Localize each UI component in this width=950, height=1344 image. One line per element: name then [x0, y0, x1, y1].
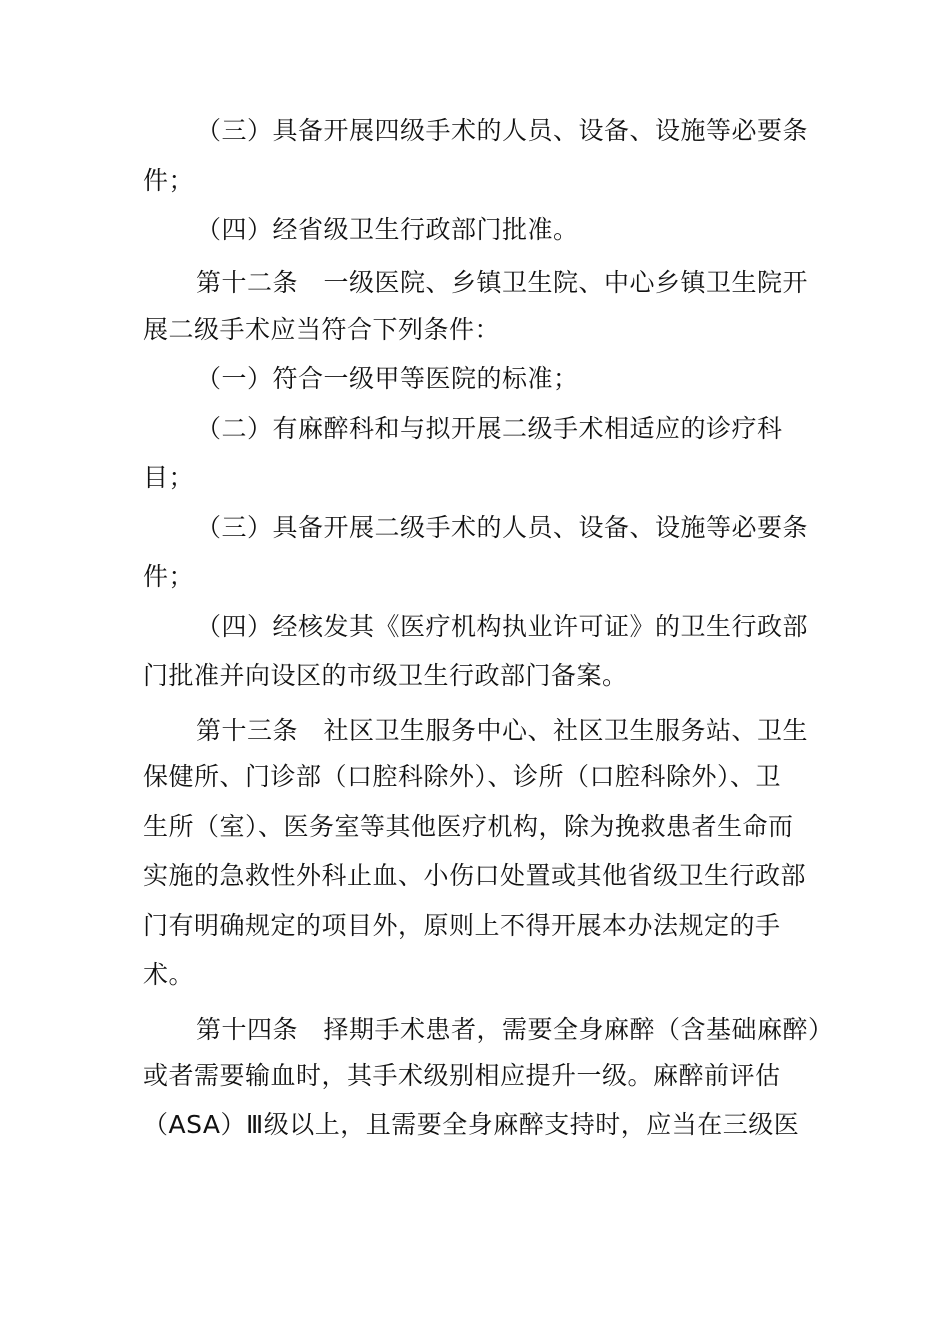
paragraph-line: （ASA）Ⅲ级以上，且需要全身麻醉支持时，应当在三级医 [143, 1110, 800, 1139]
paragraph-line: （二）有麻醉科和与拟开展二级手术相适应的诊疗科 [196, 414, 783, 443]
paragraph-line: 保健所、门诊部（口腔科除外）、诊所（口腔科除外）、卫 [143, 762, 782, 791]
paragraph-line: 生所（室）、医务室等其他医疗机构，除为挽救患者生命而 [143, 812, 794, 841]
paragraph-line: 术。 [143, 960, 195, 989]
paragraph-line: 实施的急救性外科止血、小伤口处置或其他省级卫生行政部 [143, 861, 807, 890]
paragraph-line: 展二级手术应当符合下列条件： [143, 315, 501, 344]
paragraph-line: 件； [143, 562, 195, 591]
paragraph-line: 目； [143, 463, 195, 492]
paragraph-line: （四）经核发其《医疗机构执业许可证》的卫生行政部 [196, 612, 809, 641]
paragraph-line: 或者需要输血时，其手术级别相应提升一级。麻醉前评估 [143, 1061, 781, 1090]
paragraph-line: 门有明确规定的项目外，原则上不得开展本办法规定的手 [143, 911, 781, 940]
paragraph-line: 第十三条 社区卫生服务中心、社区卫生服务站、卫生 [196, 716, 809, 745]
paragraph-line: （三）具备开展二级手术的人员、设备、设施等必要条 [196, 513, 809, 542]
paragraph-line: 件； [143, 166, 195, 195]
paragraph-line: 第十四条 择期手术患者，需要全身麻醉（含基础麻醉） [196, 1015, 834, 1044]
paragraph-line: 门批准并向设区的市级卫生行政部门备案。 [143, 661, 628, 690]
paragraph-line: 第十二条 一级医院、乡镇卫生院、中心乡镇卫生院开 [196, 268, 809, 297]
paragraph-line: （四）经省级卫生行政部门批准。 [196, 215, 579, 244]
paragraph-line: （一）符合一级甲等医院的标准； [196, 364, 579, 393]
paragraph-line: （三）具备开展四级手术的人员、设备、设施等必要条 [196, 116, 809, 145]
